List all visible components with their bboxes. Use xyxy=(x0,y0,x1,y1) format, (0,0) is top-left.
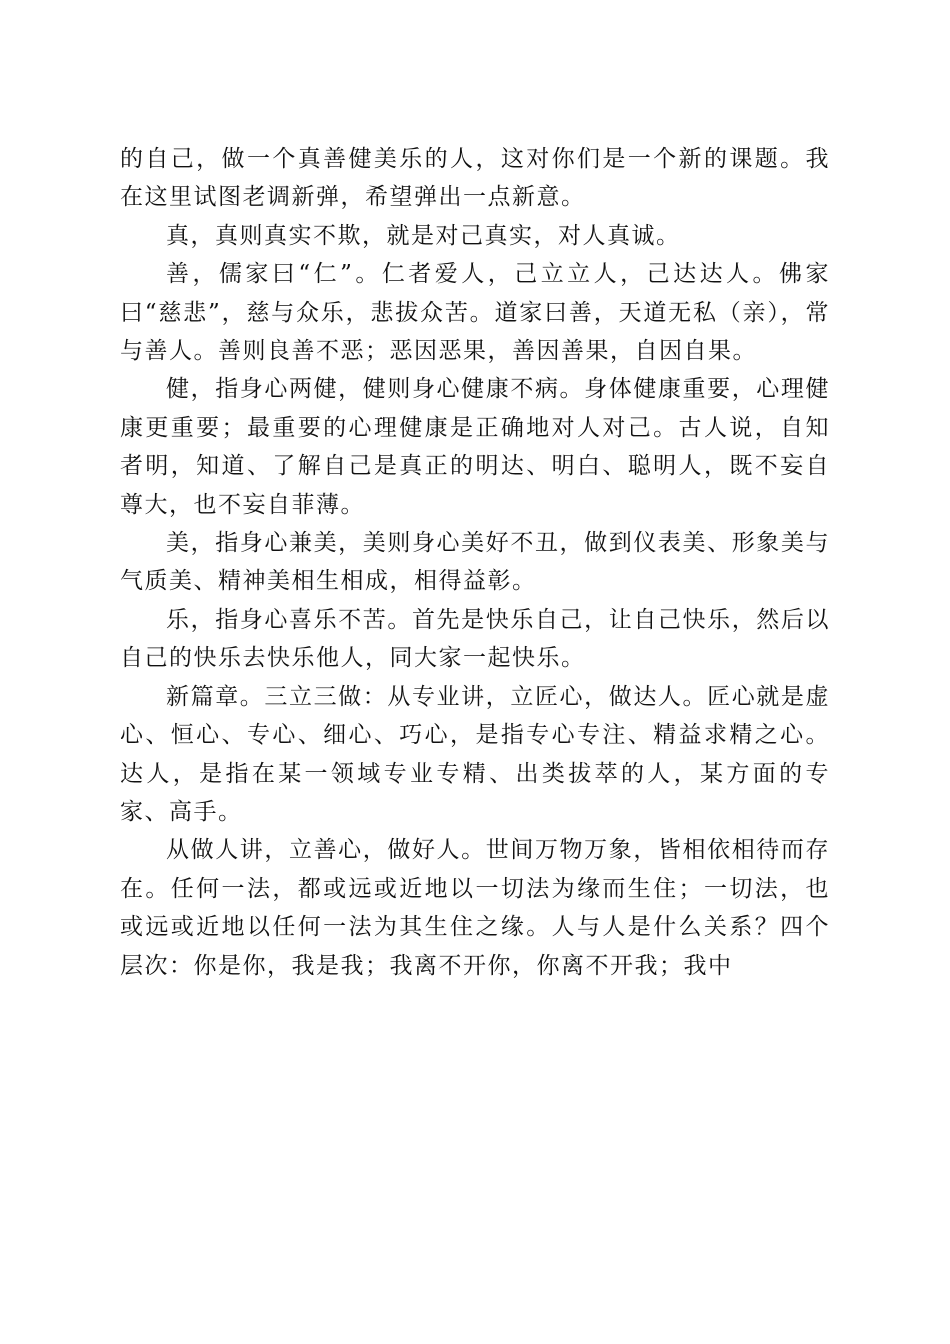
paragraph-mei: 美，指身心兼美，美则身心美好不丑，做到仪表美、形象美与气质美、精神美相生相成，相得益彰。 xyxy=(120,530,830,595)
paragraph-continuation: 的自己，做一个真善健美乐的人，这对你们是一个新的课题。我在这里试图老调新弹，希望弹出一点新意。 xyxy=(120,146,830,211)
paragraph-good-person: 从做人讲，立善心，做好人。世间万物万象，皆相依相待而存在。任何一法，都或远或近地以一切法为缘而生住；一切法，也或远或近地以任何一法为其生住之缘。人与人是什么关系？四个层次：你是你，我是我；我离不开你，你离不开我；我中 xyxy=(120,837,830,979)
paragraph-jian: 健，指身心两健，健则身心健康不病。身体健康重要，心理健康更重要；最重要的心理健康是正确地对人对己。古人说，自知者明，知道、了解自己是真正的明达、明白、聪明人，既不妄自尊大，也不妄自菲薄。 xyxy=(120,376,830,518)
paragraph-zhen: 真，真则真实不欺，就是对己真实，对人真诚。 xyxy=(166,222,681,249)
paragraph-le: 乐，指身心喜乐不苦。首先是快乐自己，让自己快乐，然后以自己的快乐去快乐他人，同大家一起快乐。 xyxy=(120,606,830,672)
paragraph-new-chapter: 新篇章。三立三做：从专业讲，立匠心，做达人。匠心就是虚心、恒心、专心、细心、巧心，是指专心专注、精益求精之心。达人，是指在某一领域专业专精、出类拔萃的人，某方面的专家、高手。 xyxy=(120,683,830,825)
document-page xyxy=(120,140,830,985)
paragraph-shan: 善，儒家曰“仁”。仁者爱人，己立立人，己达达人。佛家曰“慈悲”，慈与众乐，悲拔众苦。道家曰善，天道无私（亲），常与善人。善则良善不恶；恶因恶果，善因善果，自因自果。 xyxy=(120,261,830,365)
